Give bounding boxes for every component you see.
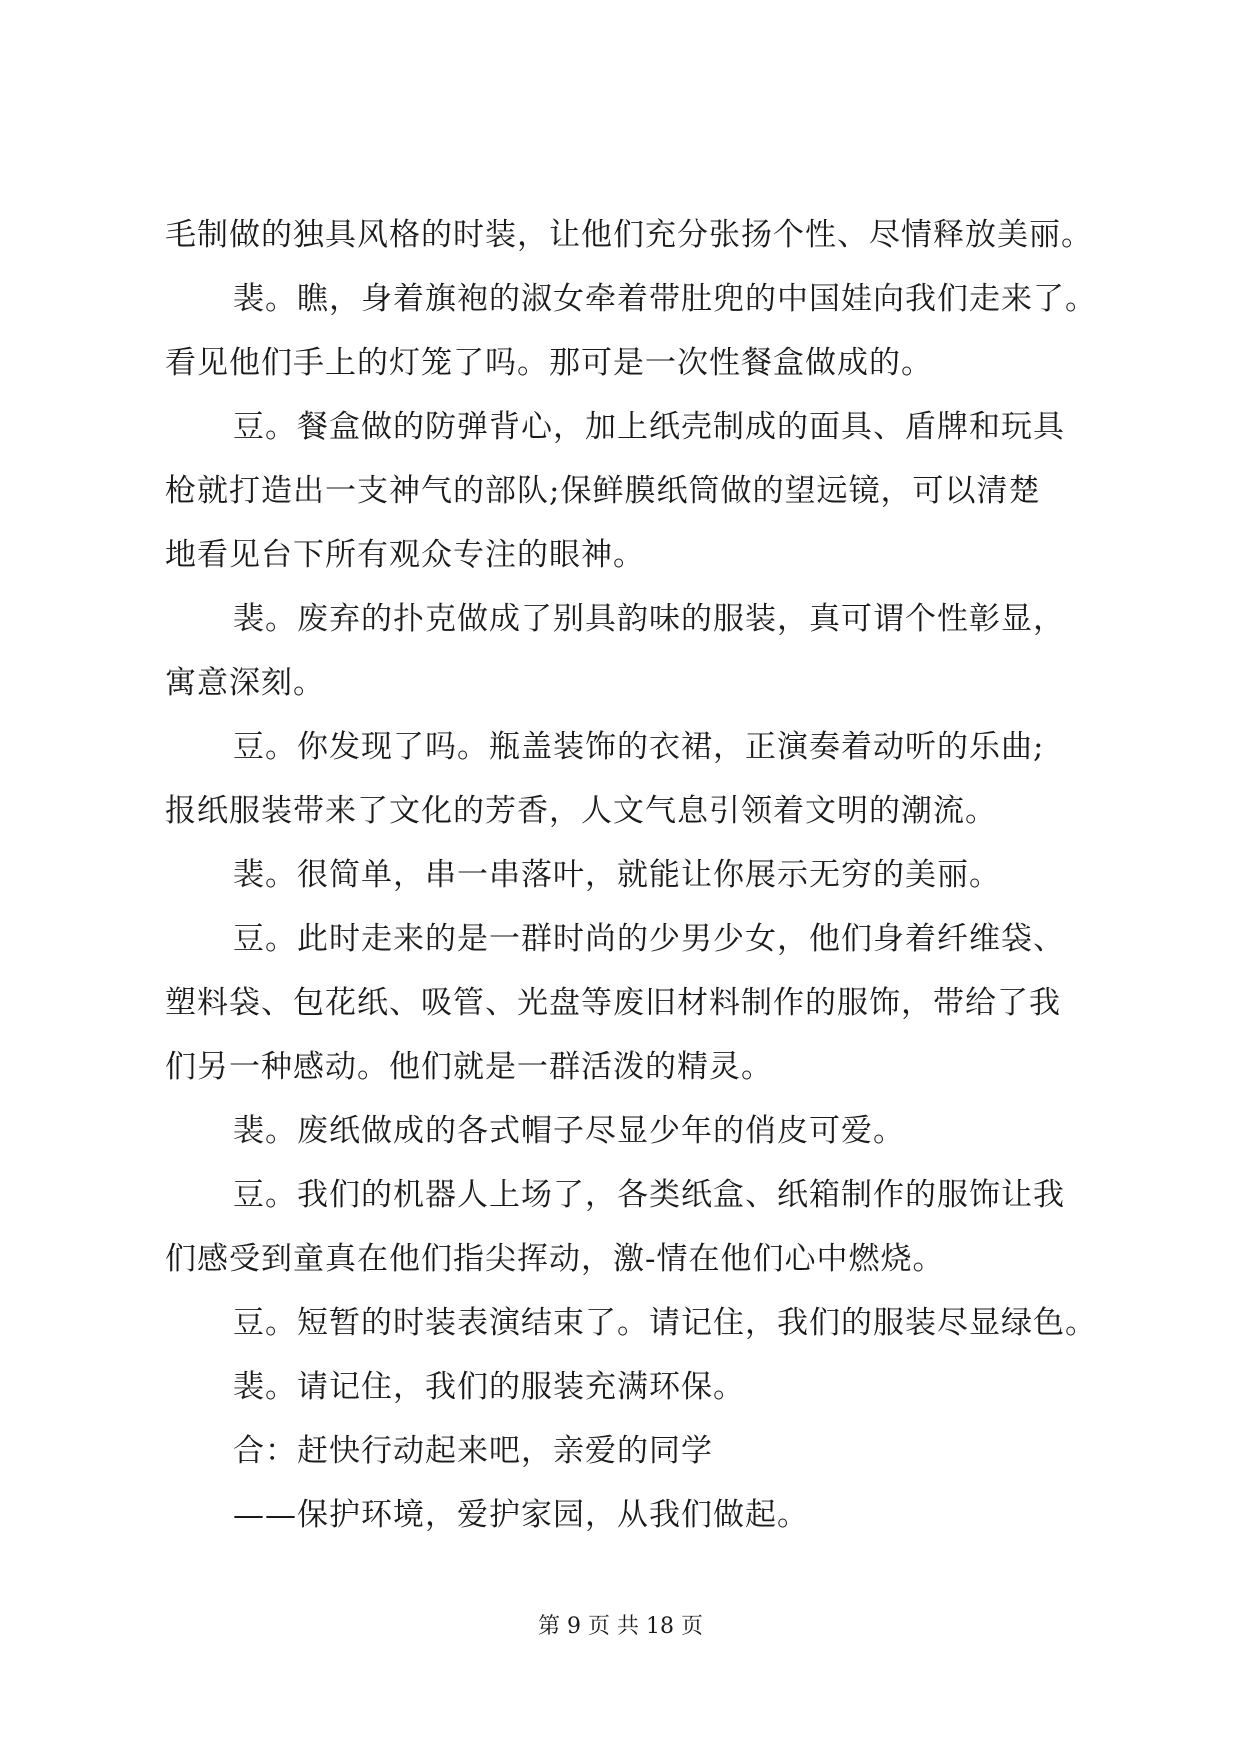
text-line: 豆。此时走来的是一群时尚的少男少女，他们身着纤维袋、 <box>233 921 1065 957</box>
text-line: 裴。瞧，身着旗袍的淑女牵着带肚兜的中国娃向我们走来了。 <box>233 281 1097 317</box>
text-line: 们另一种感动。他们就是一群活泼的精灵。 <box>165 1049 773 1085</box>
text-line: 寓意深刻。 <box>165 665 325 701</box>
text-line: 合：赶快行动起来吧，亲爱的同学 <box>233 1433 713 1469</box>
text-line: 裴。废纸做成的各式帽子尽显少年的俏皮可爱。 <box>233 1113 905 1149</box>
text-line: 裴。很简单，串一串落叶，就能让你展示无穷的美丽。 <box>233 857 1001 893</box>
document-body <box>165 203 1097 1547</box>
text-line: 枪就打造出一支神气的部队;保鲜膜纸筒做的望远镜，可以清楚 <box>165 473 1041 509</box>
text-line: 毛制做的独具风格的时装，让他们充分张扬个性、尽情释放美丽。 <box>165 217 1093 253</box>
text-line: 塑料袋、包花纸、吸管、光盘等废旧材料制作的服饰，带给了我 <box>165 985 1061 1021</box>
text-line: ——保护环境，爱护家园，从我们做起。 <box>233 1497 809 1533</box>
text-line: 裴。废弃的扑克做成了别具韵味的服装，真可谓个性彰显， <box>233 601 1065 637</box>
text-line: 地看见台下所有观众专注的眼神。 <box>165 537 645 573</box>
text-line: 看见他们手上的灯笼了吗。那可是一次性餐盒做成的。 <box>165 345 933 381</box>
text-line: 豆。餐盒做的防弹背心，加上纸壳制成的面具、盾牌和玩具 <box>233 409 1065 445</box>
text-line: 裴。请记住，我们的服装充满环保。 <box>233 1369 745 1405</box>
text-line: 报纸服装带来了文化的芳香，人文气息引领着文明的潮流。 <box>165 793 997 829</box>
text-line: 豆。短暂的时装表演结束了。请记住，我们的服装尽显绿色。 <box>233 1305 1097 1341</box>
text-line: 们感受到童真在他们指尖挥动，激-情在他们心中燃烧。 <box>165 1241 945 1277</box>
text-line: 豆。我们的机器人上场了，各类纸盒、纸箱制作的服饰让我 <box>233 1177 1065 1213</box>
text-line: 豆。你发现了吗。瓶盖装饰的衣裙，正演奏着动听的乐曲; <box>233 729 1045 765</box>
page-number-footer: 第 9 页 共 18 页 <box>538 1614 703 1639</box>
